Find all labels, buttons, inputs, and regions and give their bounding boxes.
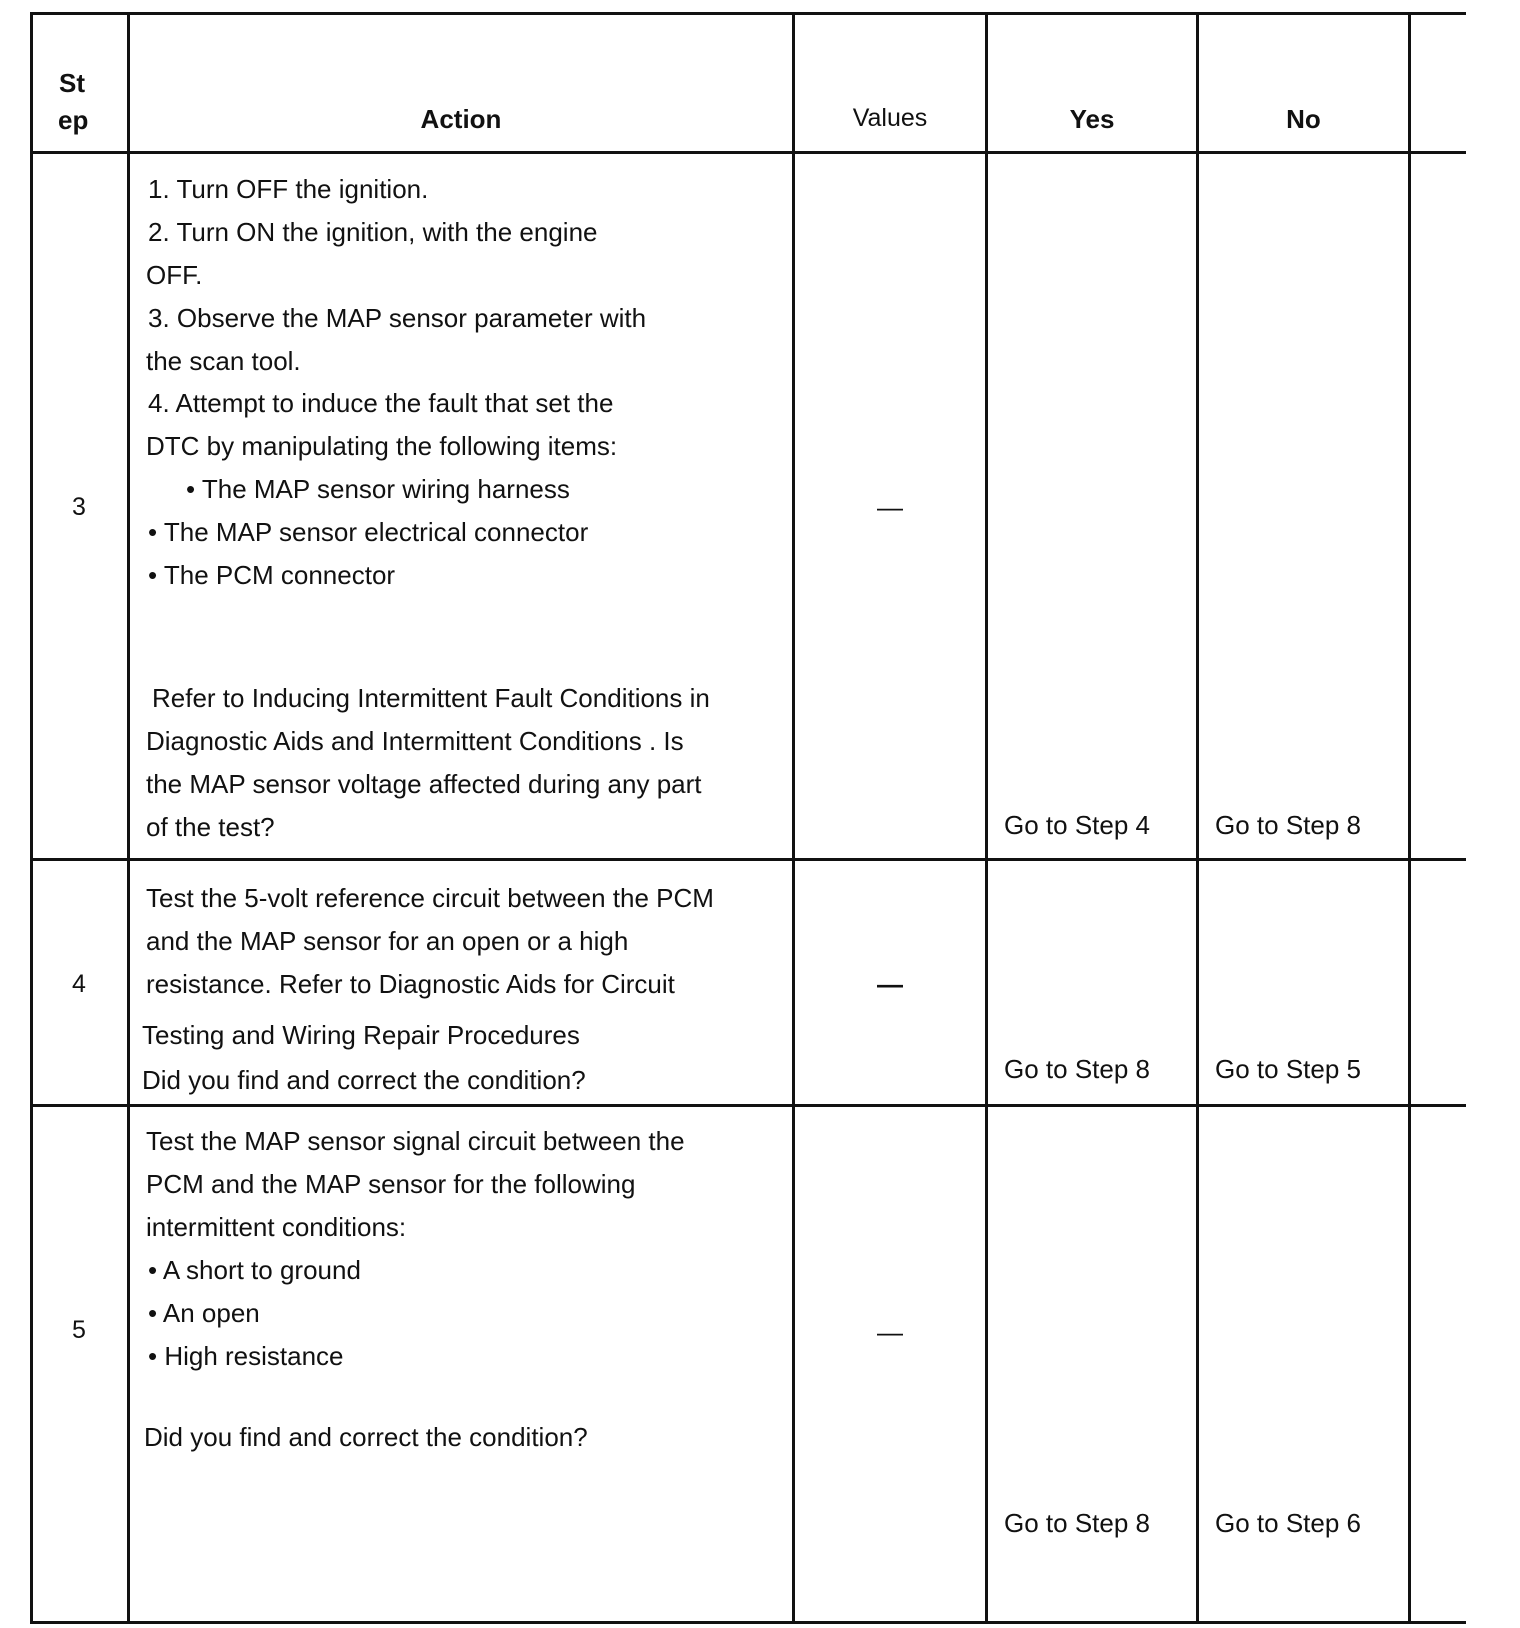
action-line: Test the 5-volt reference circuit between the PCM <box>146 883 714 913</box>
value-dash: — <box>877 492 903 522</box>
table-border-top <box>30 12 1466 15</box>
action-line: Did you find and correct the condition? <box>142 1065 586 1095</box>
action-line: of the test? <box>146 812 275 842</box>
action-line: resistance. Refer to Diagnostic Aids for Circuit <box>146 969 675 999</box>
action-line: Did you find and correct the condition? <box>144 1422 588 1452</box>
yes-go-to-step: Go to Step 8 <box>1004 1508 1150 1538</box>
action-line: and the MAP sensor for an open or a high <box>146 926 629 956</box>
action-line: 1. Turn OFF the ignition. <box>148 174 429 204</box>
action-bullet: • High resistance <box>148 1341 344 1371</box>
action-line: the scan tool. <box>146 346 301 376</box>
no-go-to-step: Go to Step 8 <box>1215 810 1361 840</box>
table-border-bottom <box>30 1621 1466 1624</box>
action-bullet: • The MAP sensor electrical connector <box>148 517 589 547</box>
action-bullet: • A short to ground <box>148 1255 361 1285</box>
value-dash: — <box>877 1317 903 1347</box>
column-divider-values-yes <box>985 12 988 1624</box>
header-action: Action <box>420 104 502 134</box>
column-divider-step-action <box>127 12 130 1624</box>
action-line: 3. Observe the MAP sensor parameter with <box>148 303 647 333</box>
action-bullet: • An open <box>148 1298 260 1328</box>
action-line: 4. Attempt to induce the fault that set the <box>148 388 614 418</box>
header-no: No <box>1286 104 1321 134</box>
action-line: 2. Turn ON the ignition, with the engine <box>148 217 598 247</box>
row-divider-4-5 <box>30 1104 1466 1107</box>
row-divider-3-4 <box>30 858 1466 861</box>
header-values: Values <box>852 104 928 132</box>
no-go-to-step: Go to Step 6 <box>1215 1508 1361 1538</box>
column-divider-action-values <box>792 12 795 1624</box>
no-go-to-step: Go to Step 5 <box>1215 1054 1361 1084</box>
column-border-right <box>1408 12 1411 1624</box>
action-line: OFF. <box>146 260 203 290</box>
action-line: the MAP sensor voltage affected during any part <box>146 769 702 799</box>
header-yes: Yes <box>1069 104 1115 134</box>
action-line: Refer to Inducing Intermittent Fault Conditions in <box>152 683 710 713</box>
header-step-line1: St <box>59 68 85 98</box>
action-line: intermittent conditions: <box>146 1212 407 1242</box>
step-number: 3 <box>72 493 86 521</box>
action-line: Diagnostic Aids and Intermittent Conditions . Is <box>146 726 684 756</box>
yes-go-to-step: Go to Step 4 <box>1004 810 1150 840</box>
header-step-line2: ep <box>58 105 89 135</box>
column-divider-yes-no <box>1196 12 1199 1624</box>
action-line: DTC by manipulating the following items: <box>146 431 618 461</box>
value-dash: — <box>877 969 903 999</box>
yes-go-to-step: Go to Step 8 <box>1004 1054 1150 1084</box>
action-line: PCM and the MAP sensor for the following <box>146 1169 636 1199</box>
action-bullet: • The PCM connector <box>148 560 396 590</box>
diagnostic-table <box>30 12 1466 1624</box>
header-divider <box>30 151 1466 154</box>
action-bullet: • The MAP sensor wiring harness <box>186 474 570 504</box>
column-border-left <box>30 12 33 1624</box>
action-line: Test the MAP sensor signal circuit between the <box>146 1126 685 1156</box>
step-number: 5 <box>72 1316 86 1344</box>
step-number: 4 <box>72 970 86 998</box>
action-line: Testing and Wiring Repair Procedures <box>142 1020 580 1050</box>
